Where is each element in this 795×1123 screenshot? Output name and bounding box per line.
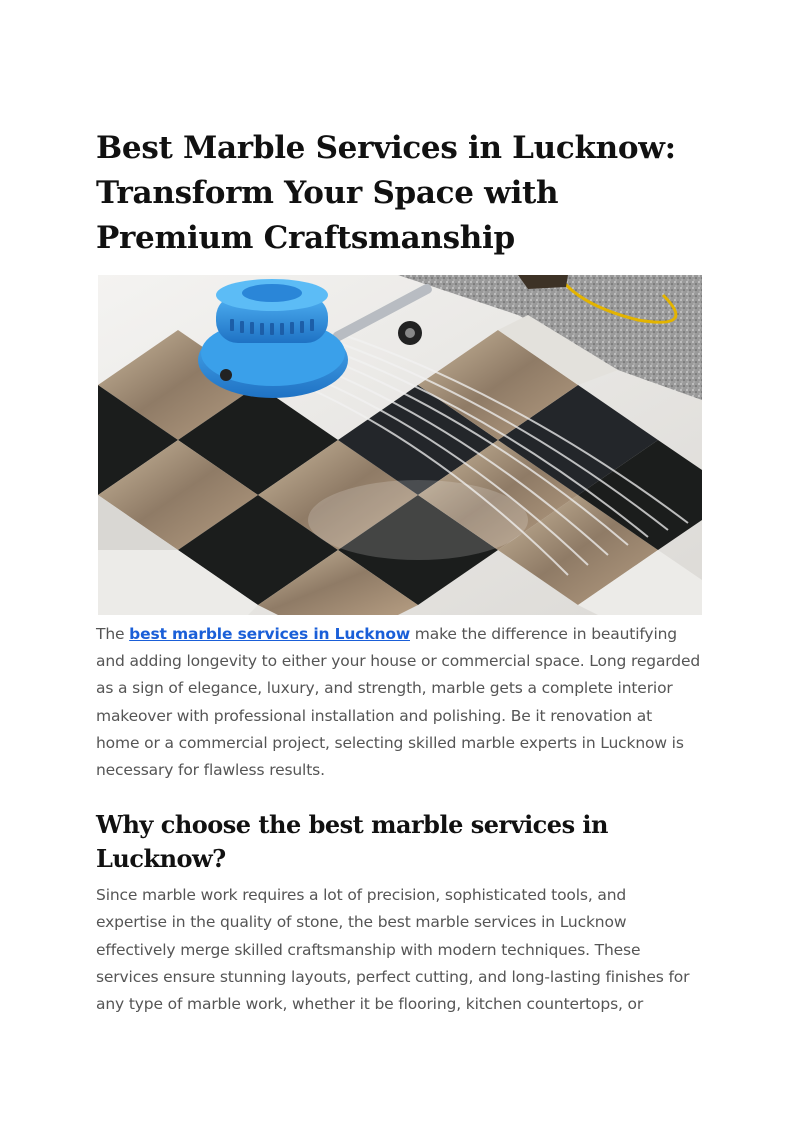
marble-floor-polishing-machine-photo bbox=[98, 275, 702, 615]
intro-prefix: The bbox=[96, 625, 130, 643]
hero-image bbox=[98, 275, 702, 615]
best-marble-services-link[interactable]: best marble services in Lucknow bbox=[129, 625, 410, 643]
section-heading: Why choose the best marble services in Lucknow? bbox=[96, 810, 608, 874]
intro-paragraph bbox=[96, 621, 700, 784]
intro-suffix: make the difference in beautifying and adding longevity to either your house or commercial space. Long regarded as a sign of elegance, luxury, and strength, marble gets a complete interior makeover with professional installation and polishing. Be it renovation at home or a commercial project, selecting skilled marble experts in Lucknow is necessary for flawless results. bbox=[96, 625, 701, 780]
article bbox=[96, 126, 700, 1018]
article-title: Best Marble Services in Lucknow: Transform Your Space with Premium Craftsmanship bbox=[96, 130, 676, 256]
section-paragraph: Since marble work requires a lot of precision, sophisticated tools, and expertise in the quality of stone, the best marble services in Lucknow effectively merge skilled craftsmanship with modern techniques. These services ensure stunning layouts, perfect cutting, and long-lasting finishes for any type of marble work, whether it be flooring, kitchen countertops, or bbox=[96, 886, 690, 1014]
